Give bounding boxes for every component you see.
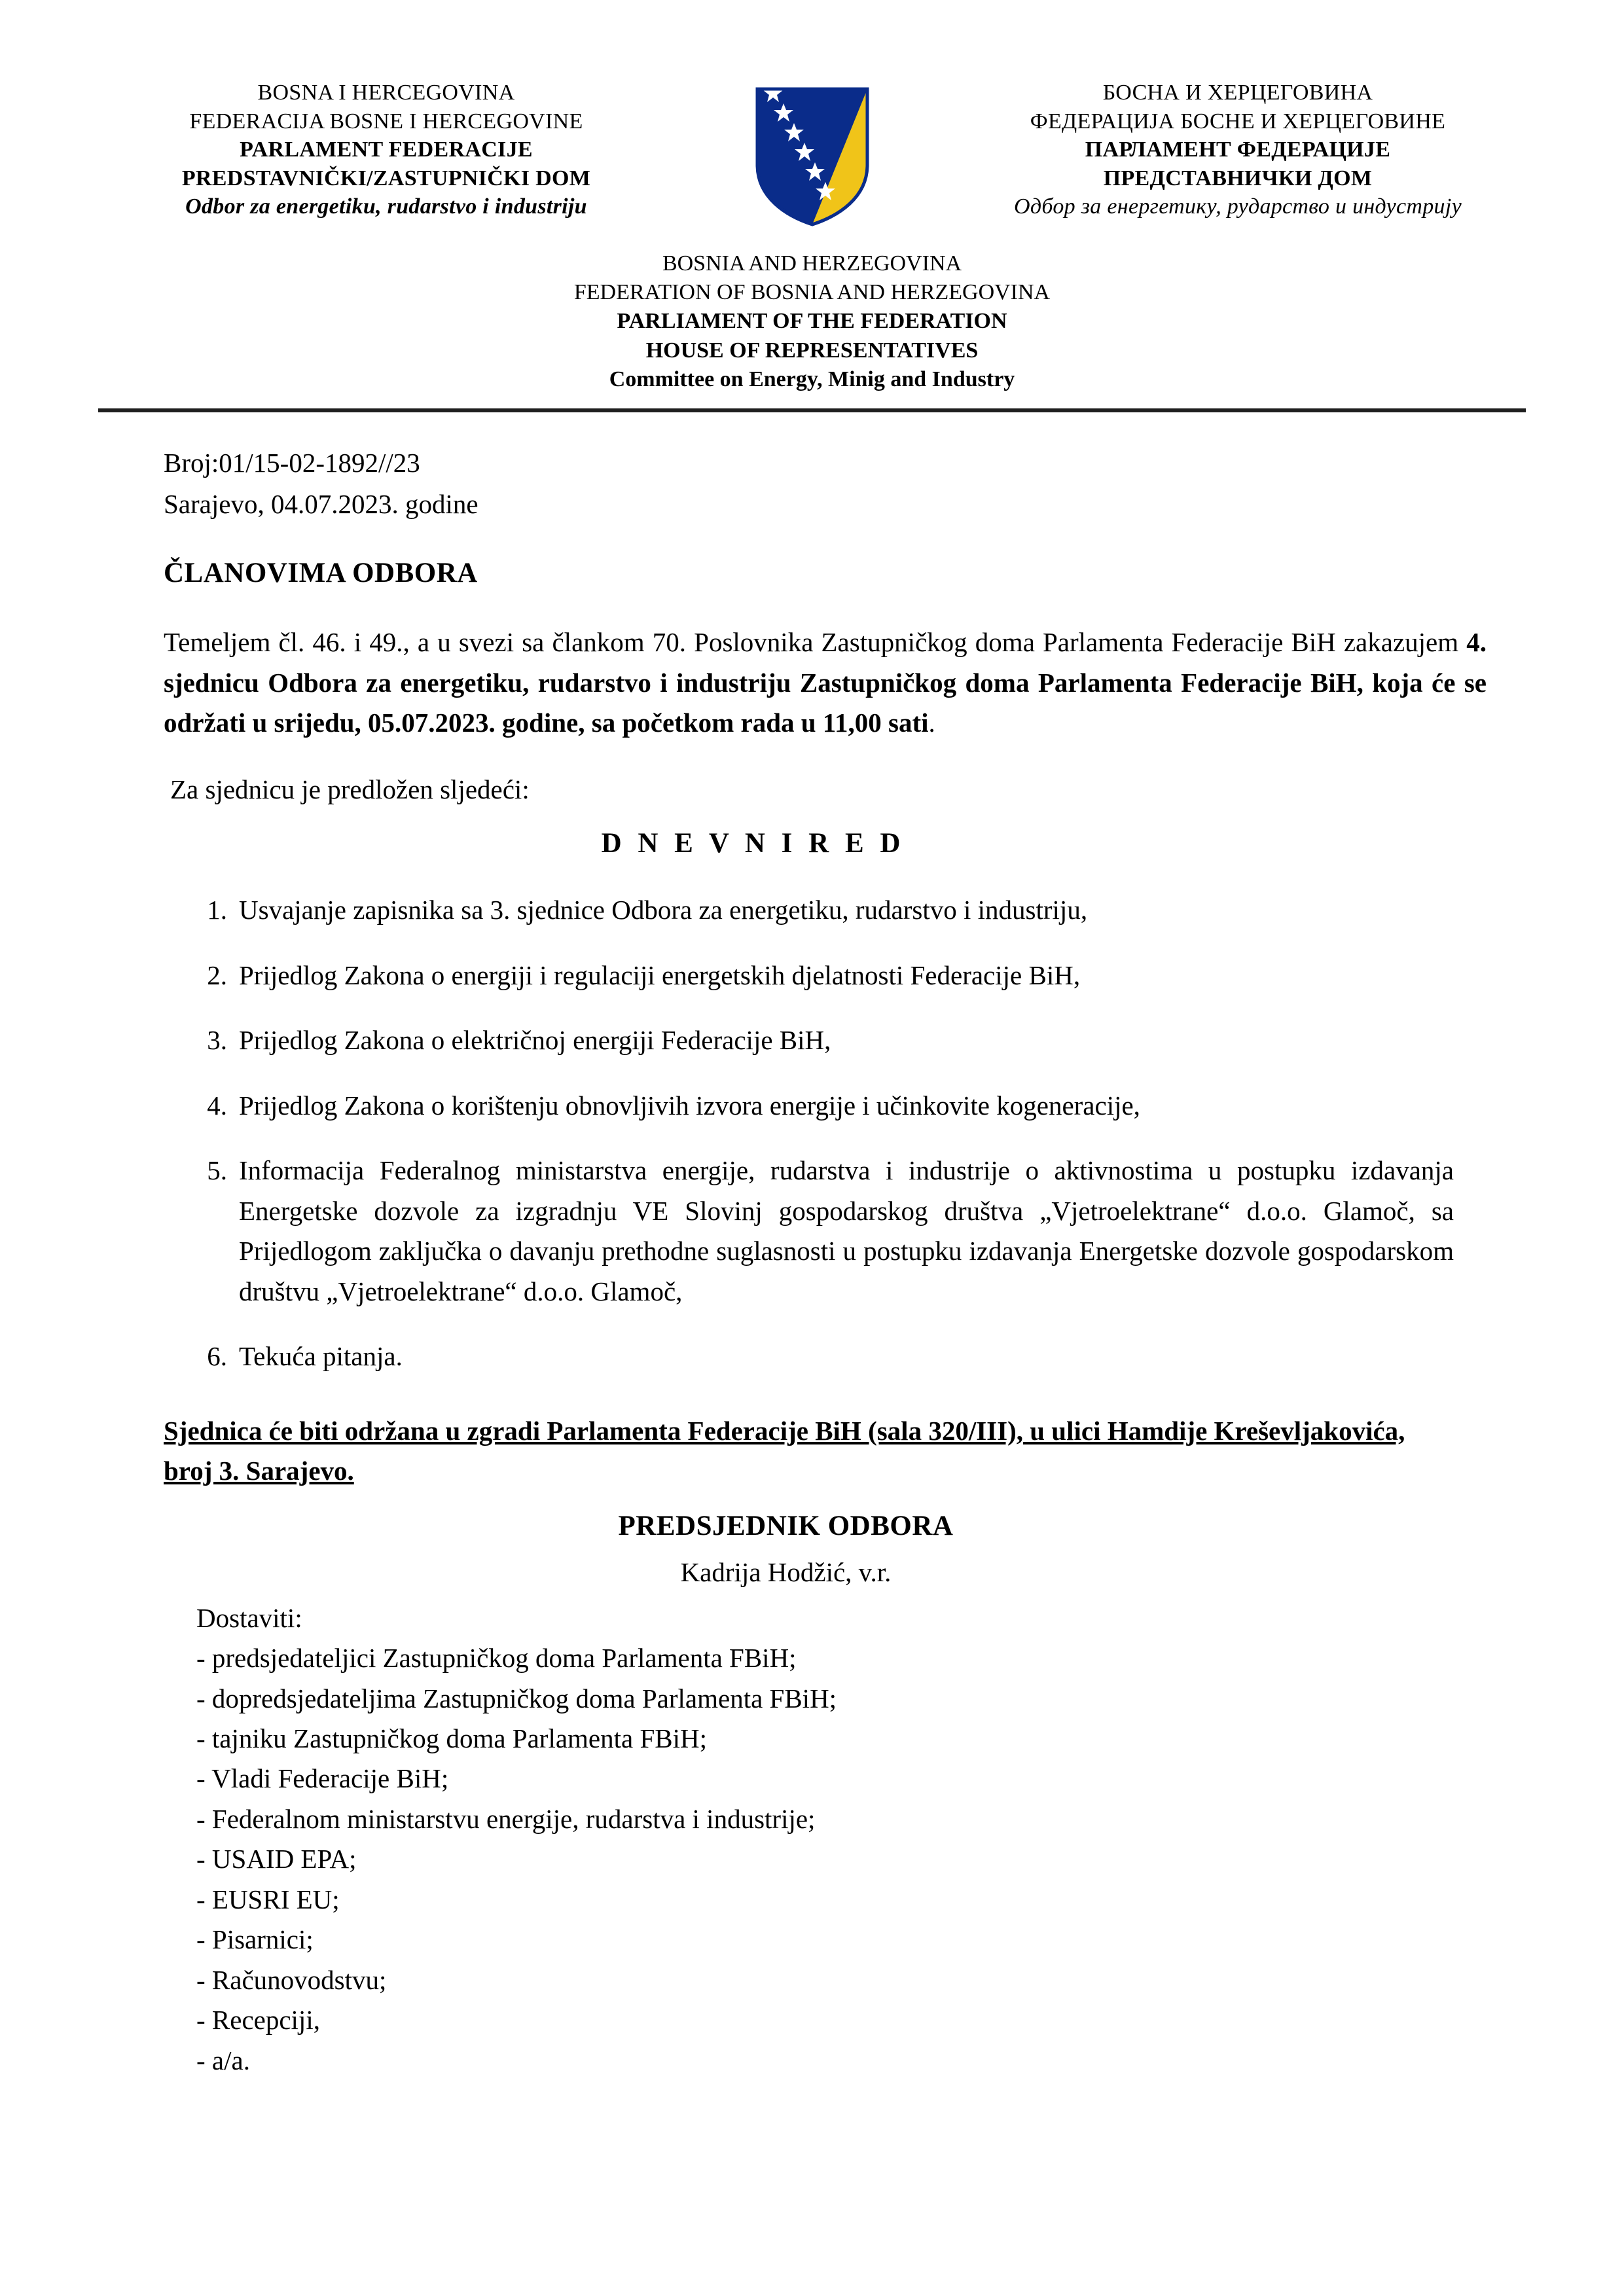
document-number: Broj:01/15-02-1892//23 (164, 447, 420, 478)
addressee-heading: ČLANOVIMA ODBORA (164, 557, 478, 588)
intro-text-part2: . (928, 708, 935, 738)
signature-block (98, 1506, 1473, 1592)
agenda-list (98, 890, 1526, 1377)
header-right-line-1: БОСНА И ХЕРЦЕГОВИНА (1102, 81, 1373, 105)
coat-of-arms-icon (734, 79, 891, 227)
header-center-english (98, 249, 1526, 394)
distribution-item: - EUSRI EU; (196, 1884, 340, 1914)
header-center-line-3: PARLIAMENT OF THE FEDERATION (617, 309, 1007, 334)
header-left-line-3: PARLAMENT FEDERACIJE (240, 137, 533, 162)
agenda-title: D N E V N I R E D (601, 828, 905, 859)
agenda-item: Prijedlog Zakona o električnoj energiji Federacije BiH, (239, 1025, 831, 1056)
header-divider (98, 408, 1526, 412)
header-left-bosnian (98, 79, 674, 221)
shield-graphic (753, 86, 871, 227)
header-center-line-4: HOUSE OF REPRESENTATIVES (645, 338, 979, 363)
header-center-line-1: BOSNIA AND HERZEGOVINA (662, 251, 962, 276)
distribution-title: Dostaviti: (196, 1602, 302, 1633)
header-right-line-4: ПРЕДСТАВНИЧКИ ДОМ (1103, 166, 1373, 190)
agenda-item: Prijedlog Zakona o korištenju obnovljivih izvora energije i učinkovite kogeneracije, (239, 1090, 1140, 1121)
agenda-item: Usvajanje zapisnika sa 3. sjednice Odbora za energetiku, rudarstvo i industriju, (239, 895, 1088, 925)
agenda-item: Tekuća pitanja. (239, 1341, 403, 1372)
header-left-line-1: BOSNA I HERCEGOVINA (257, 81, 515, 105)
document-body (98, 444, 1526, 2080)
distribution-item: - Pisarnici; (196, 1924, 314, 1955)
document-header (98, 79, 1526, 227)
document-meta (164, 444, 1526, 524)
header-center-line-5: Committee on Energy, Minig and Industry (609, 367, 1015, 391)
header-left-line-4: PREDSTAVNIČKI/ZASTUPNIČKI DOM (181, 166, 591, 190)
venue-note: Sjednica će biti održana u zgradi Parlamenta Federacije BiH (sala 320/III), u ulici Hamdije Kreševljakovića, broj 3. Sarajevo. (164, 1415, 1405, 1486)
distribution-list (196, 1599, 1526, 2080)
intro-text-part1: Temeljem čl. 46. i 49., a u svezi sa člankom 70. Poslovnika Zastupničkog doma Parlamenta Federacije BiH zakazujem (164, 627, 1467, 658)
header-right-serbian (950, 79, 1526, 221)
distribution-item: - Vladi Federacije BiH; (196, 1763, 449, 1794)
header-center-line-2: FEDERATION OF BOSNIA AND HERZEGOVINA (573, 280, 1051, 305)
document-place-date: Sarajevo, 04.07.2023. godine (164, 489, 478, 520)
distribution-item: - Federalnom ministarstvu energije, rudarstva i industrije; (196, 1803, 816, 1834)
header-left-line-5: Odbor za energetiku, rudarstvo i industriju (185, 194, 587, 219)
signature-title: PREDSJEDNIK ODBORA (618, 1510, 954, 1541)
agenda-item: Informacija Federalnog ministarstva energije, rudarstva i industrije o aktivnostima u postupku izdavanja Energetske dozvole za izgradnju VE Slovinj gospodarskog društva „Vjetroelektrane“ d.o.o. Glamoč, sa Prijedlogom zaključka o davanju prethodne suglasnosti u postupku izdavanja Energetske dozvole gospodarskom društvu „Vjetroelektrane“ d.o.o. Glamoč, (239, 1155, 1454, 1306)
distribution-item: - dopredsjedateljima Zastupničkog doma Parlamenta FBiH; (196, 1683, 837, 1713)
header-left-line-2: FEDERACIJA BOSNE I HERCEGOVINE (189, 109, 583, 134)
header-right-line-5: Одбор за енергетику, рударство и индустрију (1014, 194, 1462, 219)
distribution-item: - Računovodstvu; (196, 1964, 387, 1995)
distribution-item: - USAID EPA; (196, 1844, 357, 1874)
header-right-line-2: ФЕДЕРАЦИЈА БОСНЕ И ХЕРЦЕГОВИНЕ (1030, 109, 1446, 134)
signature-name: Kadrija Hodžić, v.r. (680, 1557, 892, 1588)
header-right-line-3: ПАРЛАМЕНТ ФЕДЕРАЦИЈЕ (1085, 137, 1391, 162)
proposed-agenda-line: Za sjednicu je predložen sljedeći: (170, 774, 530, 804)
intro-text-bold: 4. sjednicu Odbora za energetiku, rudarstvo i industriju Zastupničkog doma Parlamenta Federacije BiH, koja će se održati u srijedu, 05.07.2023. godine, sa početkom rada u 11,00 sati (164, 627, 1487, 738)
distribution-item: - Recepciji, (196, 2005, 320, 2036)
intro-paragraph (164, 622, 1487, 744)
distribution-item: - a/a. (196, 2045, 250, 2075)
distribution-item: - predsjedateljici Zastupničkog doma Parlamenta FBiH; (196, 1643, 797, 1674)
distribution-item: - tajniku Zastupničkog doma Parlamenta FBiH; (196, 1723, 708, 1754)
agenda-item: Prijedlog Zakona o energiji i regulaciji energetskih djelatnosti Federacije BiH, (239, 960, 1081, 990)
